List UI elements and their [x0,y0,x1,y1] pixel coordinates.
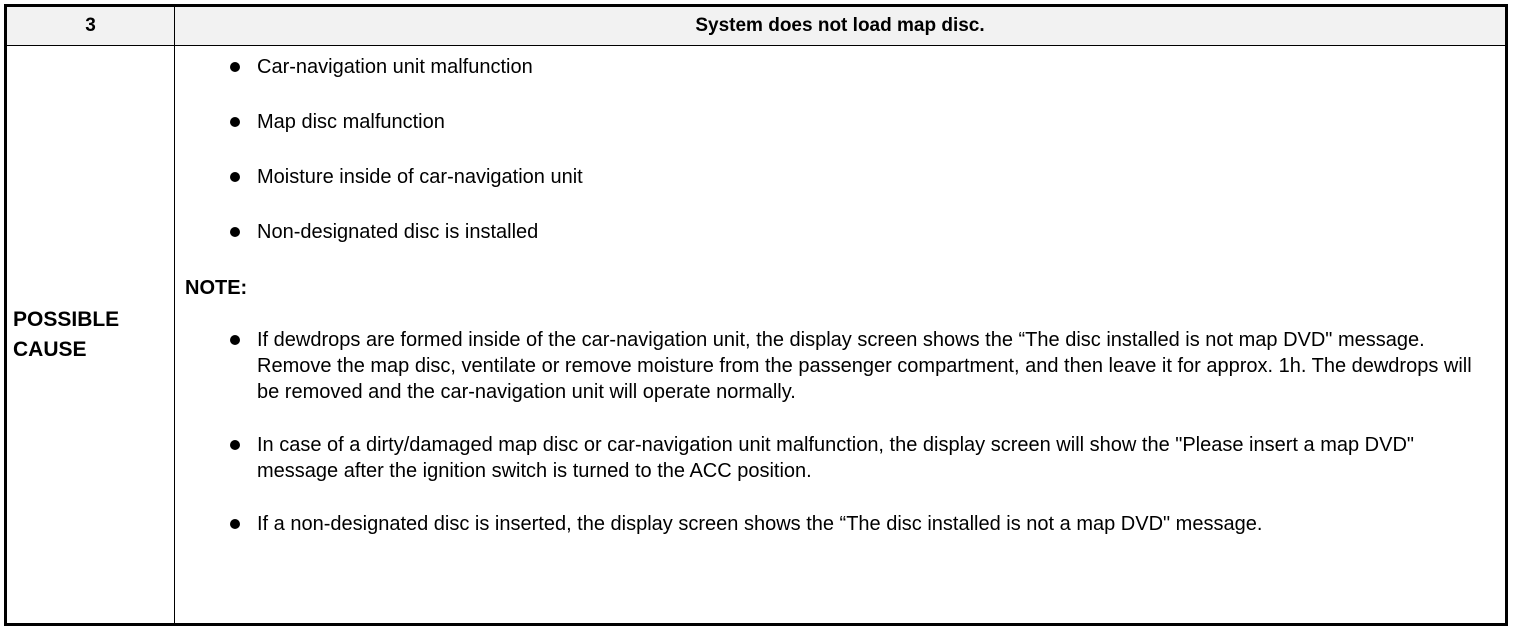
bullet-icon [230,519,240,529]
possible-cause-content [175,46,1507,625]
list-item [185,327,1495,405]
note-text: If a non-designated disc is inserted, the display screen shows the “The disc installed is not a map DVD" message. [257,513,1263,535]
cause-list [185,54,1495,245]
cause-text: Moisture inside of car-navigation unit [257,166,583,188]
note-text: If dewdrops are formed inside of the car-navigation unit, the display screen shows the “The disc installed is not map DVD" message. Remove the map disc, ventilate or remove moisture from the passenger compartment, and then leave it for approx. 1h. The dewdrops will be removed and the car-navigation unit will operate normally. [257,329,1472,403]
note-list [185,327,1495,537]
step-number: 3 [6,6,175,46]
bullet-icon [230,117,240,127]
note-heading: NOTE: [185,277,248,299]
list-item [185,219,1495,245]
header-row [6,6,1507,46]
list-item [185,54,1495,80]
list-item [185,511,1495,537]
bullet-icon [230,62,240,72]
bullet-icon [230,172,240,182]
list-item [185,109,1495,135]
label-line-1: POSSIBLE [13,307,120,331]
list-item [185,432,1495,484]
bullet-icon [230,227,240,237]
bullet-icon [230,335,240,345]
list-item [185,164,1495,190]
possible-cause-row [6,46,1507,625]
cause-text: Non-designated disc is installed [257,221,539,243]
troubleshooting-table [4,4,1508,626]
symptom-title: System does not load map disc. [175,6,1507,46]
possible-cause-label [6,46,175,625]
label-line-2: CAUSE [13,337,87,361]
cause-text: Car-navigation unit malfunction [257,56,533,78]
bullet-icon [230,440,240,450]
note-text: In case of a dirty/damaged map disc or car-navigation unit malfunction, the display screen will show the "Please insert a map DVD" message after the ignition switch is turned to the ACC position. [257,434,1414,482]
cause-text: Map disc malfunction [257,111,445,133]
